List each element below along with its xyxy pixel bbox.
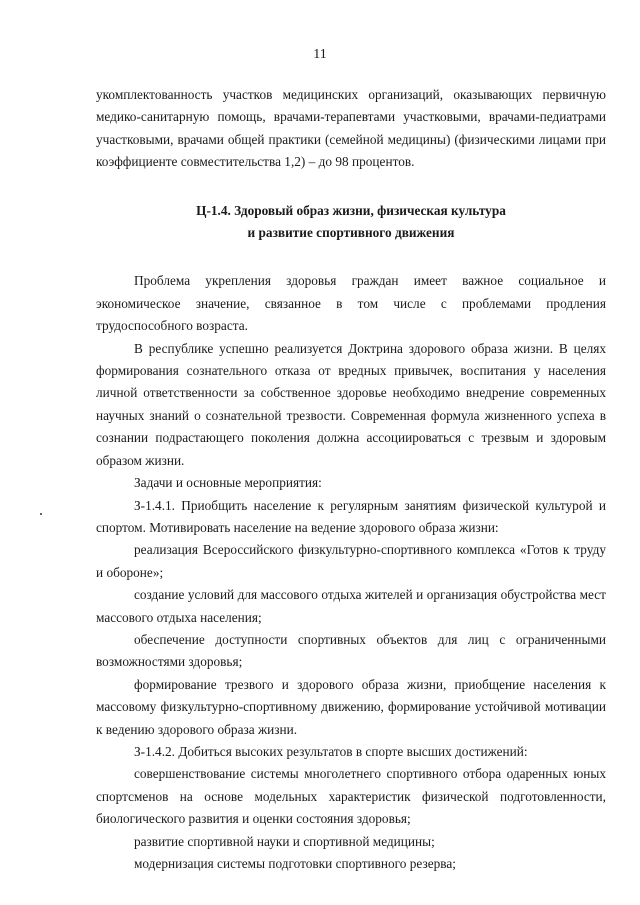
spacer: [96, 244, 606, 270]
document-body: [96, 84, 606, 875]
list-item: создание условий для массового отдыха жителей и организация обустройства мест массового отдыха населения;: [96, 587, 606, 625]
scan-artifact-dot: [40, 513, 42, 515]
section-heading-line-1: Ц-1.4. Здоровый образ жизни, физическая культура: [196, 202, 506, 218]
page-number: 11: [313, 47, 327, 62]
paragraph: В республике успешно реализуется Доктрина здорового образа жизни. В целях формирования сознательного отказа от вредных привычек, воспитания у населения личной ответственности за собственное здоровье необходимо внедрение современных научных знаний о сознательной трезвости. Современная формула жизненного успеха в сознании подрастающего поколения должна ассоциироваться с трезвым и здоровым образом жизни.: [96, 340, 606, 468]
task-paragraph: З-1.4.1. Приобщить население к регулярным занятиям физической культурой и спортом. Мотивировать население на ведение здорового образа жизни:: [96, 497, 606, 535]
spacer: [96, 174, 606, 200]
list-item: реализация Всероссийского физкультурно-спортивного комплекса «Готов к труду и обороне»;: [96, 542, 606, 580]
task-paragraph: З-1.4.2. Добиться высоких результатов в спорте высших достижений:: [134, 743, 528, 759]
list-item: обеспечение доступности спортивных объектов для лиц с ограниченными возможностями здоровья;: [96, 631, 606, 670]
paragraph: Задачи и основные мероприятия:: [134, 475, 322, 491]
section-heading-line-2: и развитие спортивного движения: [247, 225, 455, 241]
list-item: формирование трезвого и здорового образа жизни, приобщение населения к массовому физкультурно-спортивному движению, формирование устойчивой мотивации к ведению здорового образа жизни.: [96, 676, 606, 737]
list-item: модернизация системы подготовки спортивного резерва;: [134, 856, 456, 871]
list-item: совершенствование системы многолетнего спортивного отбора одаренных юных спортсменов на основе модельных характеристик физической подготовленности, биологического развития и оценки состояния здоровья;: [96, 766, 606, 827]
list-item: развитие спортивной науки и спортивной медицины;: [134, 833, 435, 849]
paragraph: Проблема укрепления здоровья граждан имеет важное социальное и экономическое значение, связанное в том числе с проблемами продления трудоспособного возраста.: [96, 273, 606, 334]
paragraph-continuation: укомплектованность участков медицинских организаций, оказывающих первичную медико-санитарную помощь, врачами-терапевтами участковыми, врачами-педиатрами участковыми, врачами общей практики (семейной медицины) (физическими лицами при коэффициенте совместительства 1,2) – до 98 процентов.: [96, 87, 606, 170]
